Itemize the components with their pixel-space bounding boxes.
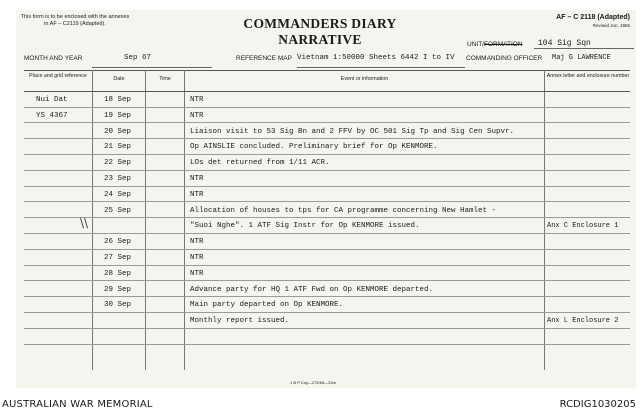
revised-date: Revised Jun, 1965 — [592, 23, 630, 28]
row-date: 30 Sep — [104, 301, 132, 310]
row-rule — [24, 249, 630, 250]
row-rule — [24, 296, 630, 297]
handwritten-tick-mark: \\ — [80, 216, 89, 230]
col-divider-event — [544, 70, 545, 370]
month-underline — [92, 67, 212, 68]
row-event: Op AINSLIE concluded. Preliminary brief for Op KENMORE. — [190, 143, 438, 152]
row-event: NTR — [190, 190, 204, 199]
row-date: 26 Sep — [104, 238, 132, 247]
row-event: Main party departed on Op KENMORE. — [190, 301, 344, 310]
refmap-label: REFERENCE MAP — [236, 55, 292, 62]
row-date: 19 Sep — [104, 111, 132, 120]
row-event: Liaison visit to 53 Sig Bn and 2 FFV by OC 501 Sig Tp and Sig Cen Supvr. — [190, 127, 515, 136]
row-place: Nui Dat — [36, 96, 68, 104]
refmap-underline — [297, 67, 465, 68]
row-rule — [24, 328, 630, 329]
col-header-time: Time — [159, 76, 171, 82]
row-event: NTR — [190, 238, 204, 247]
unit-underline — [534, 48, 634, 49]
row-event: Monthly report issued. — [190, 317, 290, 326]
month-value: Sep 67 — [124, 54, 152, 62]
row-event: NTR — [190, 111, 204, 120]
row-date: 20 Sep — [104, 127, 132, 136]
archive-name: AUSTRALIAN WAR MEMORIAL — [2, 399, 153, 410]
col-header-annex: Annex letter and enclosure number — [546, 73, 630, 79]
row-event: LOs det returned from 1/11 ACR. — [190, 159, 330, 168]
unit-label-text: UNIT/ — [467, 41, 484, 48]
row-date: 23 Sep — [104, 175, 132, 183]
row-event: NTR — [190, 269, 204, 278]
row-annex: Anx C Enclosure 1 — [547, 222, 619, 231]
row-rule — [24, 280, 630, 281]
formation-label-struck: FORMATION — [483, 41, 523, 48]
row-rule — [24, 312, 630, 313]
co-label: COMMANDING OFFICER — [466, 55, 543, 62]
row-event: Allocation of houses to tps for CA programme concerning New Hamlet - — [190, 206, 497, 215]
row-event: Advance party for HQ 1 ATF Fwd on Op KENMORE departed. — [190, 285, 434, 294]
col-header-place: Place and grid reference — [29, 73, 87, 79]
row-event: "Suoi Nghe". 1 ATF Sig Instr for Op KENMORE issued. — [190, 222, 420, 231]
col-header-date: Date — [113, 76, 125, 82]
col-divider-time — [184, 70, 185, 370]
row-event: NTR — [190, 96, 204, 104]
row-date: 28 Sep — [104, 269, 132, 278]
row-event: NTR — [190, 175, 204, 183]
print-code: 1 B P Coy—275/65—33m — [290, 380, 336, 385]
row-rule — [24, 107, 630, 108]
co-value: Maj G LAWRENCE — [552, 54, 611, 62]
col-header-event: Event or information — [340, 76, 389, 82]
row-rule — [24, 186, 630, 187]
row-rule — [24, 217, 630, 218]
row-rule — [24, 201, 630, 202]
row-date: 18 Sep — [104, 96, 132, 104]
page-title: COMMANDERS DIARY NARRATIVE — [243, 16, 397, 47]
header-rule — [24, 91, 630, 92]
row-date: 29 Sep — [104, 285, 132, 294]
col-divider-place — [92, 70, 93, 370]
row-date: 22 Sep — [104, 159, 132, 168]
row-date: 24 Sep — [104, 190, 132, 199]
row-rule — [24, 265, 630, 266]
row-date: 25 Sep — [104, 206, 132, 215]
row-rule — [24, 122, 630, 123]
col-divider-date — [145, 70, 146, 370]
month-label: MONTH AND YEAR — [24, 55, 83, 62]
form-note: This form is to be enclosed with the annexes in AF – C2119 (Adapted). — [20, 14, 130, 27]
row-rule — [24, 233, 630, 234]
row-place: YS 4367 — [36, 111, 68, 120]
row-date: 27 Sep — [104, 254, 132, 262]
unit-label — [467, 41, 523, 48]
row-event: NTR — [190, 254, 204, 262]
unit-value: 104 Sig Sqn — [538, 39, 591, 48]
row-rule — [24, 344, 630, 345]
archive-id: RCDIG1030205 — [559, 399, 636, 410]
form-code: AF – C 2118 (Adapted) — [556, 14, 630, 21]
row-annex: Anx L Enclosure 2 — [547, 317, 619, 326]
row-rule — [24, 170, 630, 171]
refmap-value: Vietnam 1:50000 Sheets 6442 I to IV — [297, 54, 455, 62]
row-rule — [24, 138, 630, 139]
row-date: 21 Sep — [104, 143, 132, 152]
row-rule — [24, 154, 630, 155]
